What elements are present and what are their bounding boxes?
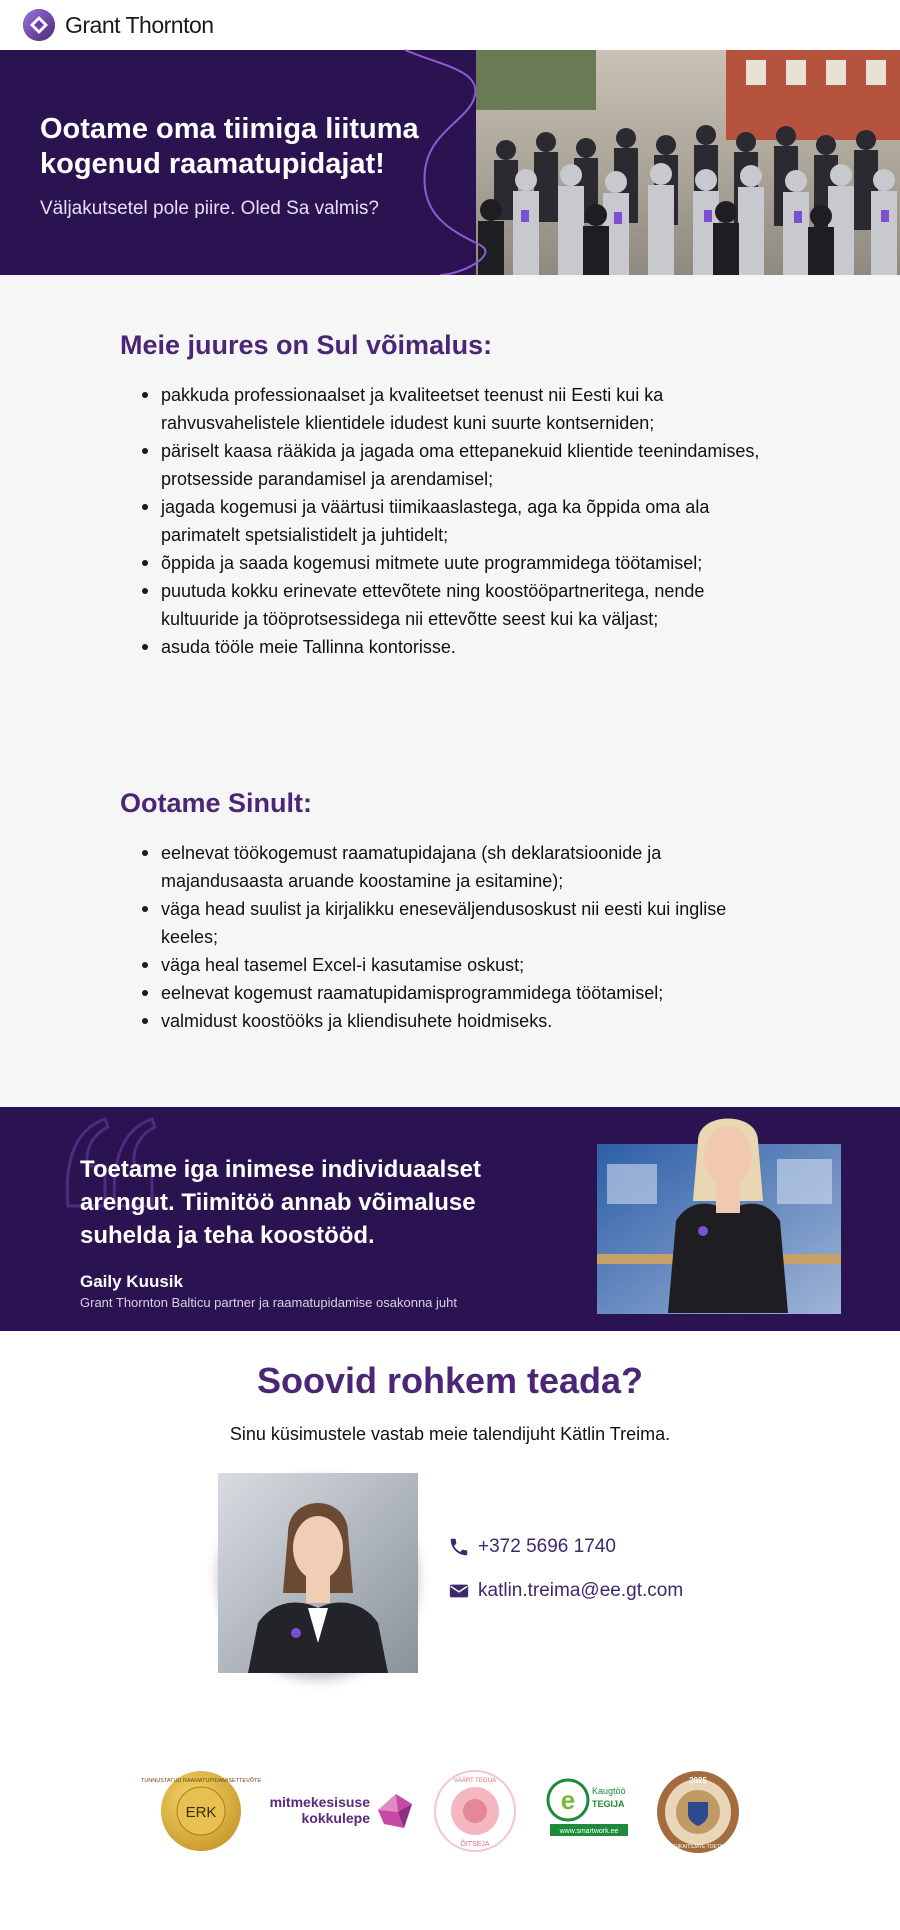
contact-phone[interactable] [448, 1536, 616, 1558]
list-item: pakkuda professionaalset ja kvaliteetset teenust nii Eesti kui ka rahvusvahelistele klientidele idudest kuni suurte kontserniden; [120, 381, 780, 437]
email-address[interactable]: katlin.treima@ee.gt.com [478, 1580, 684, 1601]
requirements-list [120, 839, 780, 1035]
hero-title: Ootame oma tiimiga liituma kogenud raamatupidajat! [40, 113, 419, 180]
seal-ring-text: RIIGIKAITSJATE TOETAJA [667, 1844, 729, 1850]
list-item: väga head suulist ja kirjalikku eneseväljendusoskust nii eesti kui inglise keeles; [120, 895, 780, 951]
diversity-gem-icon [374, 1790, 416, 1832]
certification-badges [0, 1770, 900, 1860]
opportunities-heading: Meie juures on Sul võimalus: [120, 330, 493, 360]
vaart-tegija-badge-icon [434, 1770, 516, 1852]
diversity-line2: kokkulepe [301, 1810, 370, 1826]
testimonial-banner [0, 1107, 900, 1331]
phone-icon [448, 1536, 470, 1558]
quote-author-name: Gaily Kuusik [80, 1272, 183, 1291]
list-item: asuda tööle meie Tallinna kontorisse. [120, 633, 780, 661]
quote-text: Toetame iga inimese individuaalset arengut. Tiimitöö annab võimaluse suhelda ja teha koostööd. [80, 1156, 482, 1249]
list-item: valmidust koostööks ja kliendisuhete hoidmiseks. [120, 1007, 780, 1035]
erk-label: ERK [185, 1804, 217, 1821]
vaart-top-text: VÄÄRT TEGIJA [453, 1778, 497, 1784]
riigikaitsjate-toetaja-badge-icon [656, 1770, 740, 1854]
smartwork-sub: TEGIJA [592, 1799, 625, 1809]
list-item: väga heal tasemel Excel-i kasutamise oskust; [120, 951, 780, 979]
vaart-bottom-text: ÕITSEJA [460, 1841, 490, 1848]
smartwork-title: Kaugtöö [592, 1786, 626, 1796]
smartwork-badge-icon [536, 1776, 632, 1838]
erk-badge-icon [140, 1770, 262, 1852]
diversity-line1: mitmekesisuse [269, 1794, 370, 1810]
job-info-section [0, 275, 900, 1107]
list-item: päriselt kaasa rääkida ja jagada oma ettepanekuid klientide teenindamises, protsesside parandamisel ja arendamisel; [120, 437, 780, 493]
site-header [0, 0, 900, 50]
list-item: õppida ja saada kogemusi mitmete uute programmidega töötamisel; [120, 549, 780, 577]
seal-year: 2025 [689, 1776, 707, 1785]
hero-subtitle: Väljakutsetel pole piire. Oled Sa valmis? [40, 198, 380, 219]
katlin-treima-avatar [218, 1473, 418, 1673]
hero-banner [0, 50, 900, 275]
logo-text[interactable]: Grant Thornton [65, 11, 214, 38]
grant-thornton-logo-icon[interactable] [22, 8, 56, 42]
smartwork-url: www.smartwork.ee [559, 1828, 619, 1835]
contact-title: Soovid rohkem teada? [256, 1360, 644, 1401]
contact-subtitle: Sinu küsimustele vastab meie talendijuht Kätlin Treima. [229, 1424, 671, 1444]
list-item: jagada kogemusi ja väärtusi tiimikaaslastega, aga ka õppida oma ala parimatelt spetsialistidelt ja juhtidelt; [120, 493, 780, 549]
list-item: eelnevat töökogemust raamatupidajana (sh deklaratsioonide ja majandusaasta aruande koostamine ja esitamine); [120, 839, 780, 895]
quote-author-role: Grant Thornton Balticu partner ja raamatupidamise osakonna juht [80, 1295, 457, 1310]
erk-ring-text: TUNNUSTATUD RAAMATUPIDAMISETTEVÕTE [140, 1778, 262, 1784]
phone-number[interactable]: +372 5696 1740 [478, 1536, 616, 1557]
list-item: puutuda kokku erinevate ettevõtete ning koostööpartneritega, nende kultuuride ja tööprotsessidega nii ettevõtte seest kui ka väljast; [120, 577, 780, 633]
gaily-kuusik-portrait [628, 1101, 828, 1313]
svg-text:e: e [560, 1785, 576, 1815]
opportunities-list [120, 381, 780, 661]
contact-email[interactable] [448, 1580, 683, 1602]
requirements-heading: Ootame Sinult: [120, 788, 313, 818]
envelope-icon [448, 1580, 470, 1602]
diversity-agreement-badge [258, 1794, 418, 1844]
list-item: eelnevat kogemust raamatupidamisprogrammidega töötamisel; [120, 979, 780, 1007]
